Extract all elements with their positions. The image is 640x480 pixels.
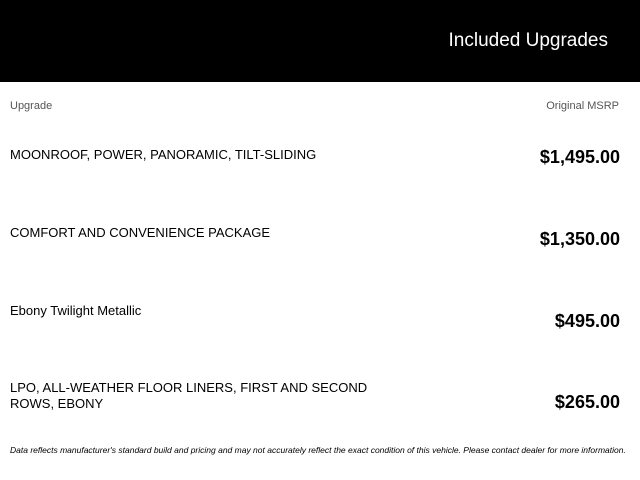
upgrade-price: $1,495.00 xyxy=(539,147,620,167)
upgrade-name: LPO, ALL-WEATHER FLOOR LINERS, FIRST AND SECOND ROWS, EBONY xyxy=(10,380,368,411)
upgrade-price: $1,350.00 xyxy=(539,229,620,249)
upgrade-name: Ebony Twilight Metallic xyxy=(10,303,142,318)
upgrade-name: MOONROOF, POWER, PANORAMIC, TILT-SLIDING xyxy=(10,147,317,162)
upgrade-name: COMFORT AND CONVENIENCE PACKAGE xyxy=(10,225,271,240)
upgrade-price: $265.00 xyxy=(554,392,620,412)
upgrade-price: $495.00 xyxy=(554,311,620,331)
disclaimer-text: Data reflects manufacturer's standard build and pricing and may not accurately reflect the exact condition of this vehicle. Please contact dealer for more information. xyxy=(10,445,626,455)
column-header-msrp: Original MSRP xyxy=(546,100,619,112)
page-title: Included Upgrades xyxy=(448,30,608,51)
column-header-upgrade: Upgrade xyxy=(10,100,53,112)
header-bar xyxy=(0,0,640,82)
